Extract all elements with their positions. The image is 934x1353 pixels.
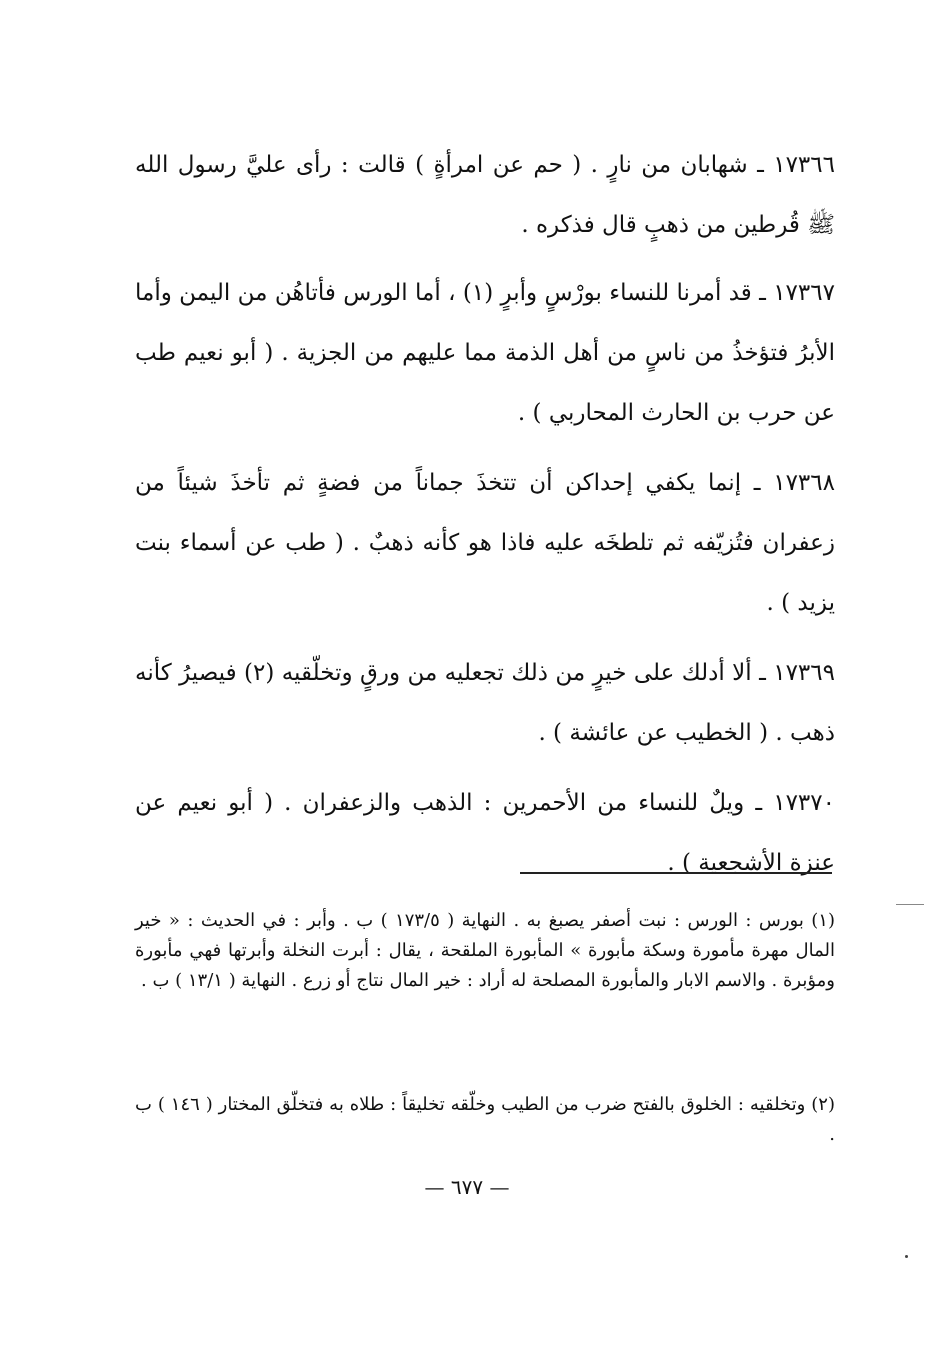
footnote-2: (٢) وتخلقيه : الخلوق بالفتح ضرب من الطيب وخلّقه تخليقاً : طلاه به فتخلّق المختار ( ١٤٦ ) ب . — [135, 1094, 835, 1145]
hadith-17370: ١٧٣٧٠ ـ ويلٌ للنساء من الأحمرين : الذهب والزعفران . ( أبو نعيم عن عنزة الأشجعية ) . — [135, 790, 835, 876]
hadith-17366: ١٧٣٦٦ ـ شهابان من نارٍ . ( حم عن امرأةٍ ) قالت : رأى عليَّ رسول الله ﷺ قُرطين من ذهبٍ قال فذكره . — [135, 152, 835, 238]
footnote-1: (١) بورس : الورس : نبت أصفر يصبغ به . النهاية ( ١٧٣/٥ ) ب . وأبر : في الحديث : « خير المال مهرة مأمورة وسكة مأبورة » المأبورة الملقحة ، يقال : أبرت النخلة وأبرتها فهي مأبورة ومؤبرة . والاسم الابار والمأبورة المصلحة له أراد : خير المال نتاج أو زرع . النهاية ( ١٣/١ ) ب . — [135, 910, 835, 991]
hadith-17367: ١٧٣٦٧ ـ قد أمرنا للنساء بورْسٍ وأبرٍ (١) ، أما الورس فأتاهُن من اليمن وأما الأبرُ فتؤخذُ من ناسٍ من أهل الذمة مما عليهم من الجزية . ( أبو نعيم طب عن حرب بن الحارث المحاربي ) . — [135, 280, 835, 426]
page-number: — ٦٧٧ — — [424, 1175, 510, 1199]
scan-mark — [896, 904, 924, 905]
hadith-17368: ١٧٣٦٨ ـ إنما يكفي إحداكن أن تتخذَ جماناً من فضةٍ ثم تأخذَ شيئاً من زعفران فتُزيّفه ثم تلطخَه عليه فاذا هو كأنه ذهبٌ . ( طب عن أسماء بنت يزيد ) . — [135, 470, 835, 616]
footnote-separator — [520, 872, 832, 874]
hadith-17369: ١٧٣٦٩ ـ ألا أدلك على خيرٍ من ذلك تجعليه من ورقٍ وتخلّقيه (٢) فيصيرُ كأنه ذهب . ( الخطيب عن عائشة ) . — [135, 660, 835, 746]
scan-speck — [905, 1255, 908, 1258]
